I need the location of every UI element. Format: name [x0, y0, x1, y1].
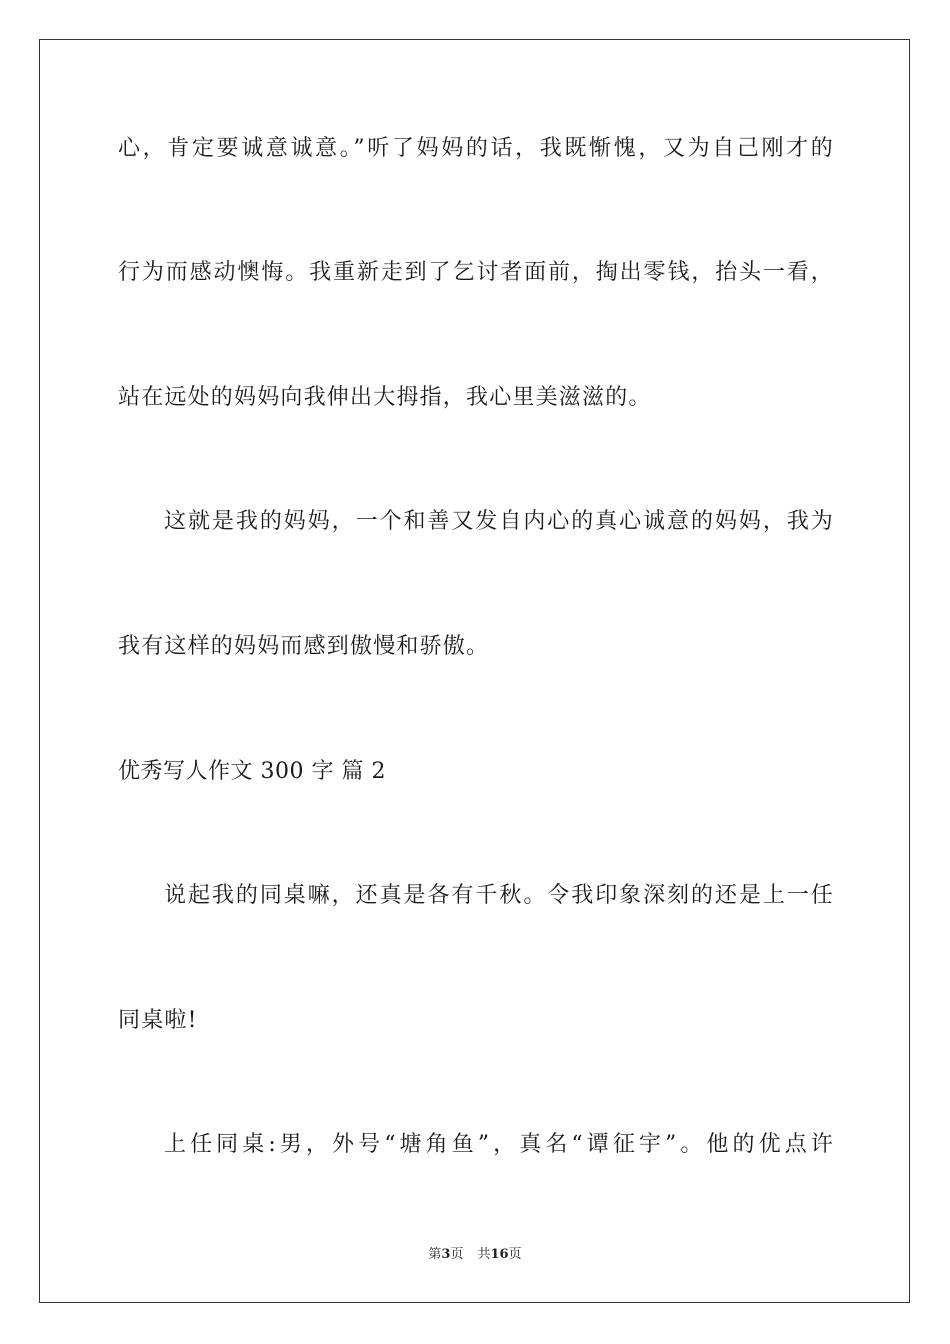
page-suffix: 页 [450, 1247, 464, 1262]
body-text-line: 行为而感动懊悔。我重新走到了乞讨者面前，掏出零钱，抬头一看， [118, 260, 834, 285]
body-text-line: 同桌啦! [118, 1008, 198, 1033]
total-suffix: 页 [508, 1247, 522, 1262]
page-prefix: 第 [428, 1247, 442, 1262]
section-heading: 优秀写人作文 300 字 篇 2 [118, 759, 386, 784]
paragraph-first-line: 上任同桌:男，外号“塘角鱼”，真名“谭征宇”。他的优点许 [164, 1132, 834, 1157]
paragraph-first-line: 说起我的同桌嘛，还真是各有千秋。令我印象深刻的还是上一任 [164, 883, 834, 908]
total-prefix: 共 [477, 1247, 491, 1262]
page-number: 3 [441, 1247, 451, 1262]
total-pages: 16 [490, 1247, 509, 1262]
page-border [39, 39, 910, 1303]
body-text-line: 站在远处的妈妈向我伸出大拇指，我心里美滋滋的。 [118, 385, 652, 410]
body-text-line: 心，肯定要诚意诚意。”听了妈妈的话，我既惭愧，又为自己刚才的 [118, 136, 834, 161]
page-footer [0, 1246, 950, 1264]
paragraph-first-line: 这就是我的妈妈，一个和善又发自内心的真心诚意的妈妈，我为 [164, 509, 834, 534]
body-text-line: 我有这样的妈妈而感到傲慢和骄傲。 [118, 634, 490, 659]
